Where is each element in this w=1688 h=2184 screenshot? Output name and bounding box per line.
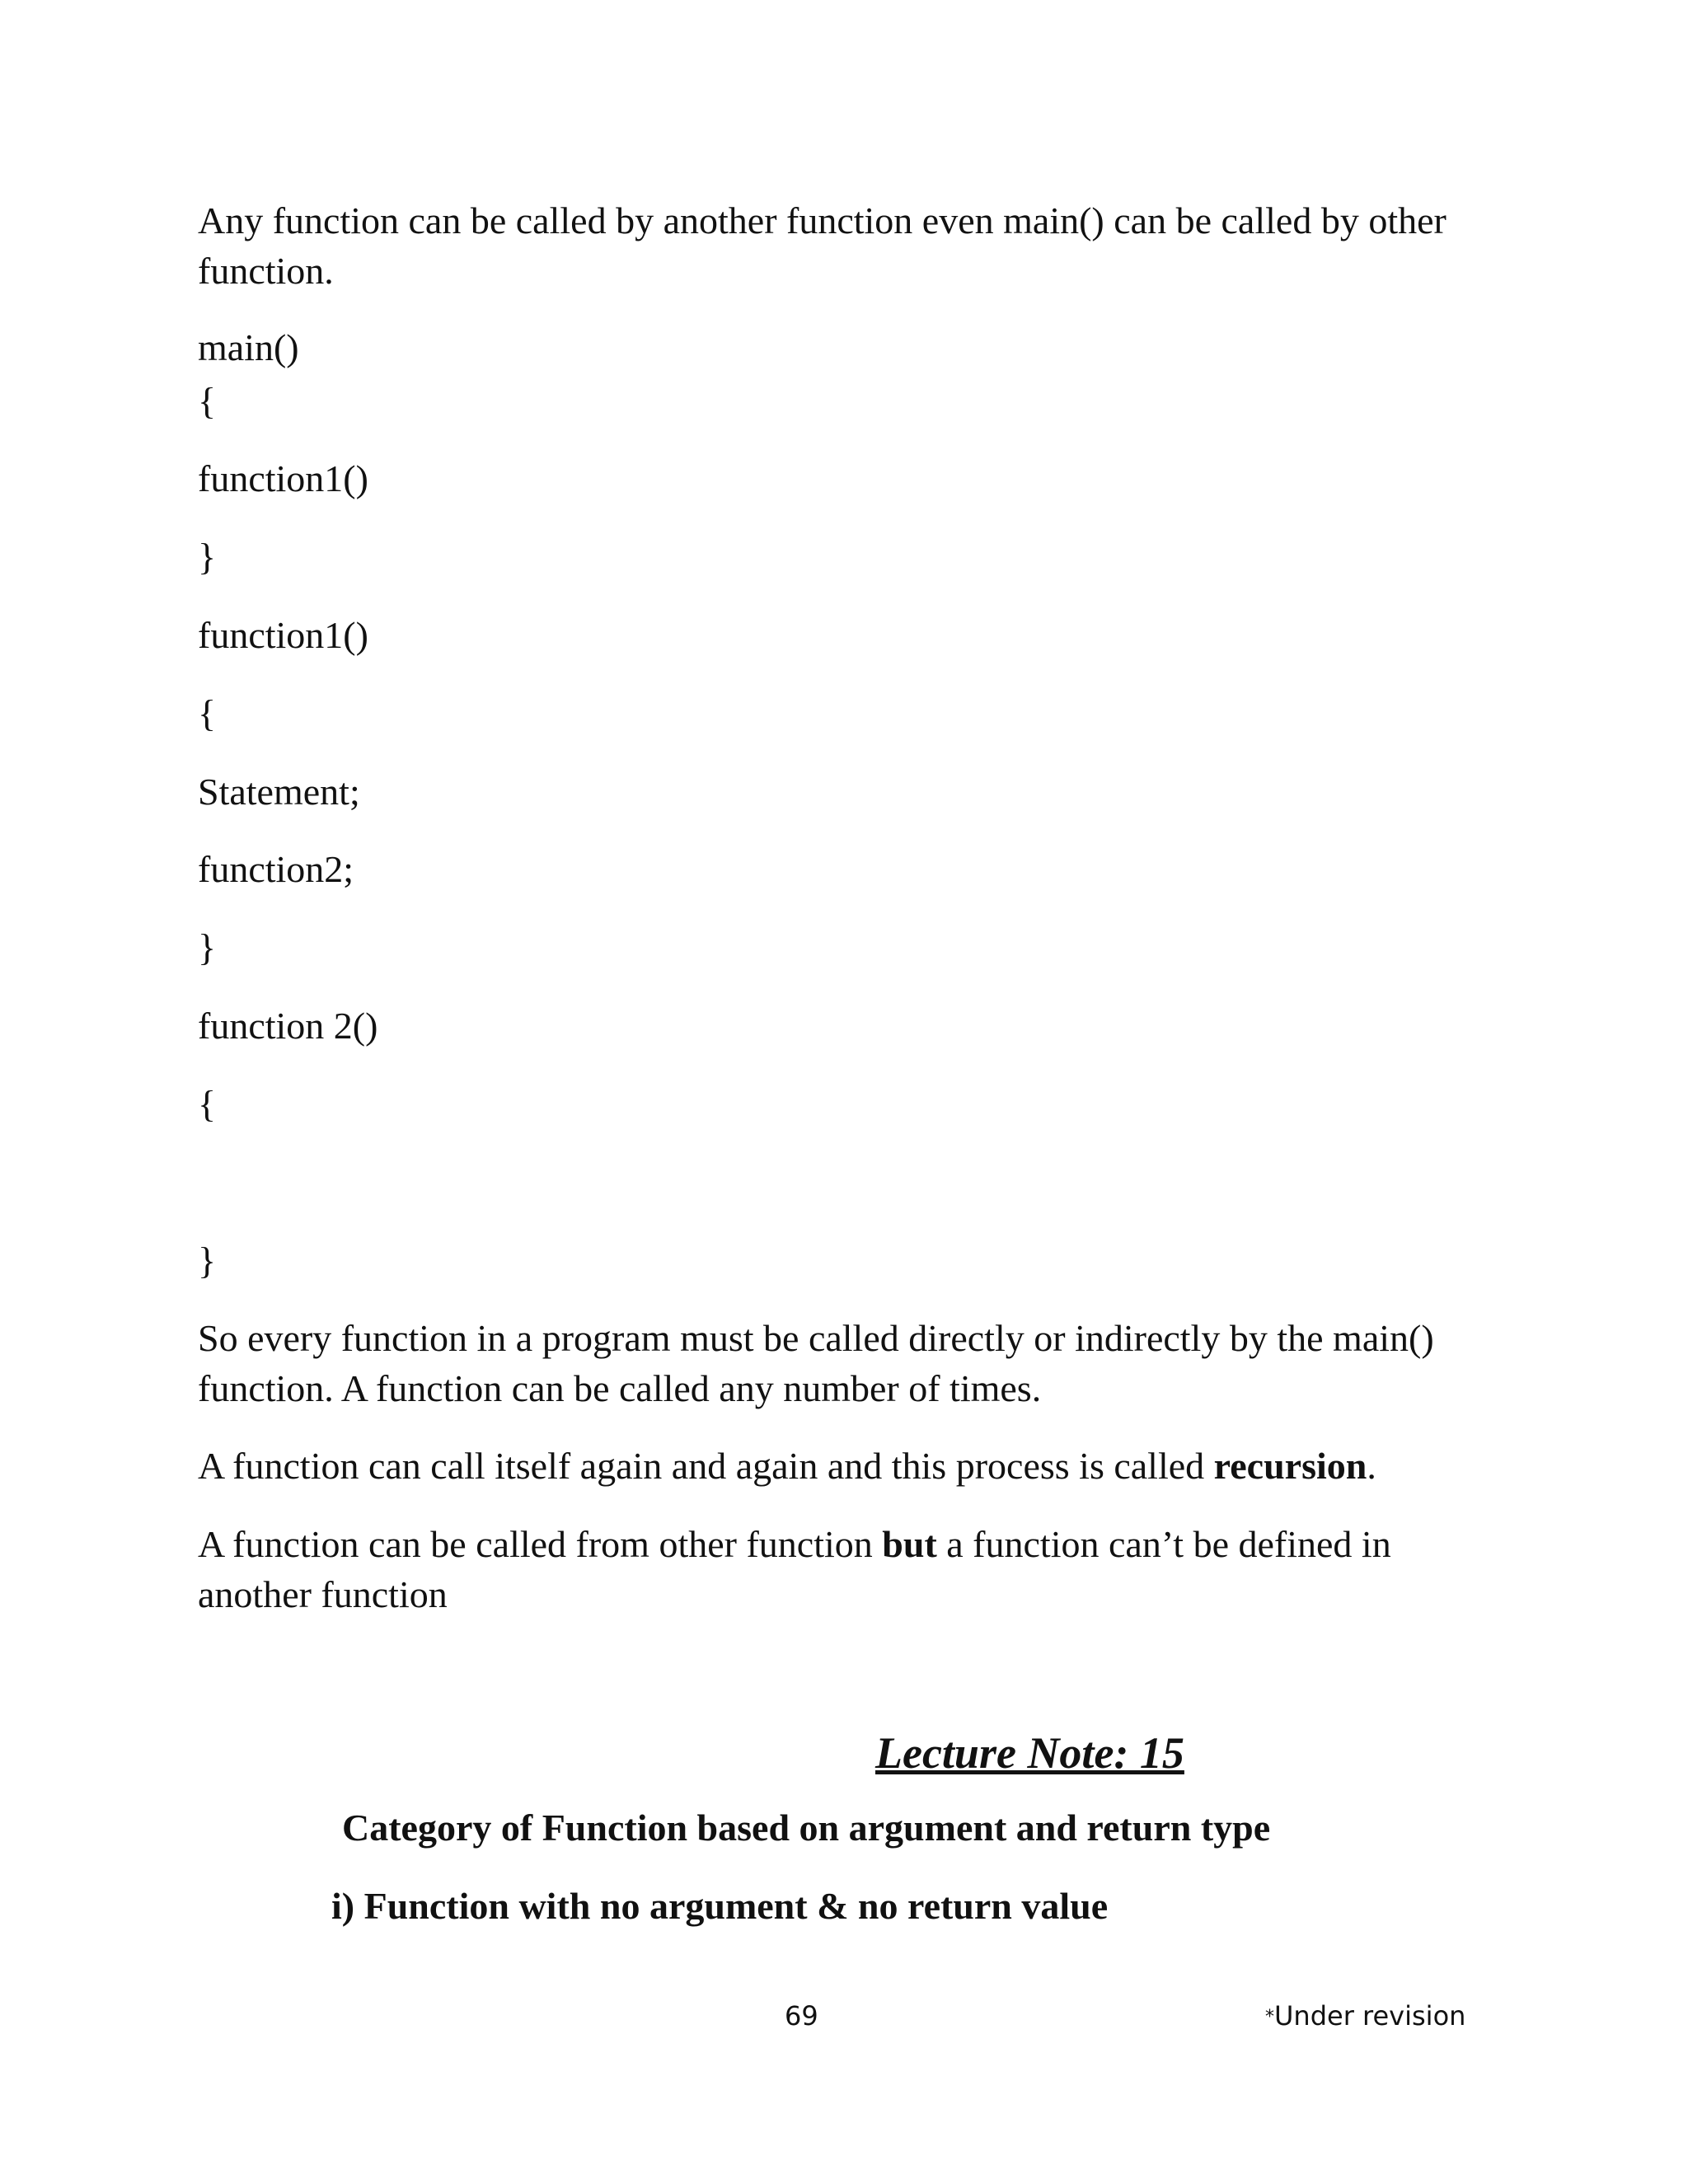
summary-paragraph-line-1: So every function in a program must be called directly or indirectly by the main(): [198, 1317, 1434, 1359]
revision-text: Under revision: [1274, 2000, 1466, 2032]
defined-text-prefix: A function can be called from other function: [198, 1523, 883, 1565]
page-number: 69: [785, 2000, 818, 2032]
recursion-text: A function can call itself again and again and this process is called: [198, 1445, 1214, 1487]
revision-star: *: [1265, 2007, 1274, 2027]
recursion-term: recursion: [1213, 1445, 1367, 1487]
code-line-open-brace: {: [198, 380, 217, 422]
category-heading: Category of Function based on argument and return type: [342, 1807, 1271, 1849]
code-line-call-function1: function1(): [198, 457, 368, 499]
revision-note: [1265, 1999, 1465, 2034]
summary-paragraph-line-2: function. A function can be called any number of times.: [198, 1367, 1042, 1409]
recursion-period: .: [1367, 1445, 1376, 1487]
code-line-statement: Statement;: [198, 771, 360, 813]
lecture-note-heading: Lecture Note: 15: [875, 1728, 1184, 1778]
intro-paragraph-line-2: function.: [198, 250, 334, 292]
code-line-function2-def: function 2(): [198, 1005, 378, 1047]
code-line-close-brace: }: [198, 536, 217, 578]
code-line-close-brace: }: [198, 1240, 217, 1282]
subsection-heading: i) Function with no argument & no return value: [331, 1885, 1109, 1927]
code-line-close-brace: }: [198, 926, 217, 968]
code-line-call-function2: function2;: [198, 848, 354, 890]
code-line-function1-def: function1(): [198, 614, 368, 656]
defined-paragraph-line-2: another function: [198, 1573, 448, 1615]
defined-text-suffix: a function can’t be defined in: [936, 1523, 1391, 1565]
recursion-paragraph: [198, 1441, 1376, 1491]
code-line-open-brace: {: [198, 1083, 217, 1125]
intro-paragraph-line-1: Any function can be called by another function even main() can be called by other: [198, 199, 1447, 241]
code-line-open-brace: {: [198, 692, 217, 734]
defined-paragraph-line-1: [198, 1520, 1391, 1569]
code-line-main: main(): [198, 326, 299, 368]
defined-bold-word: but: [882, 1523, 937, 1565]
